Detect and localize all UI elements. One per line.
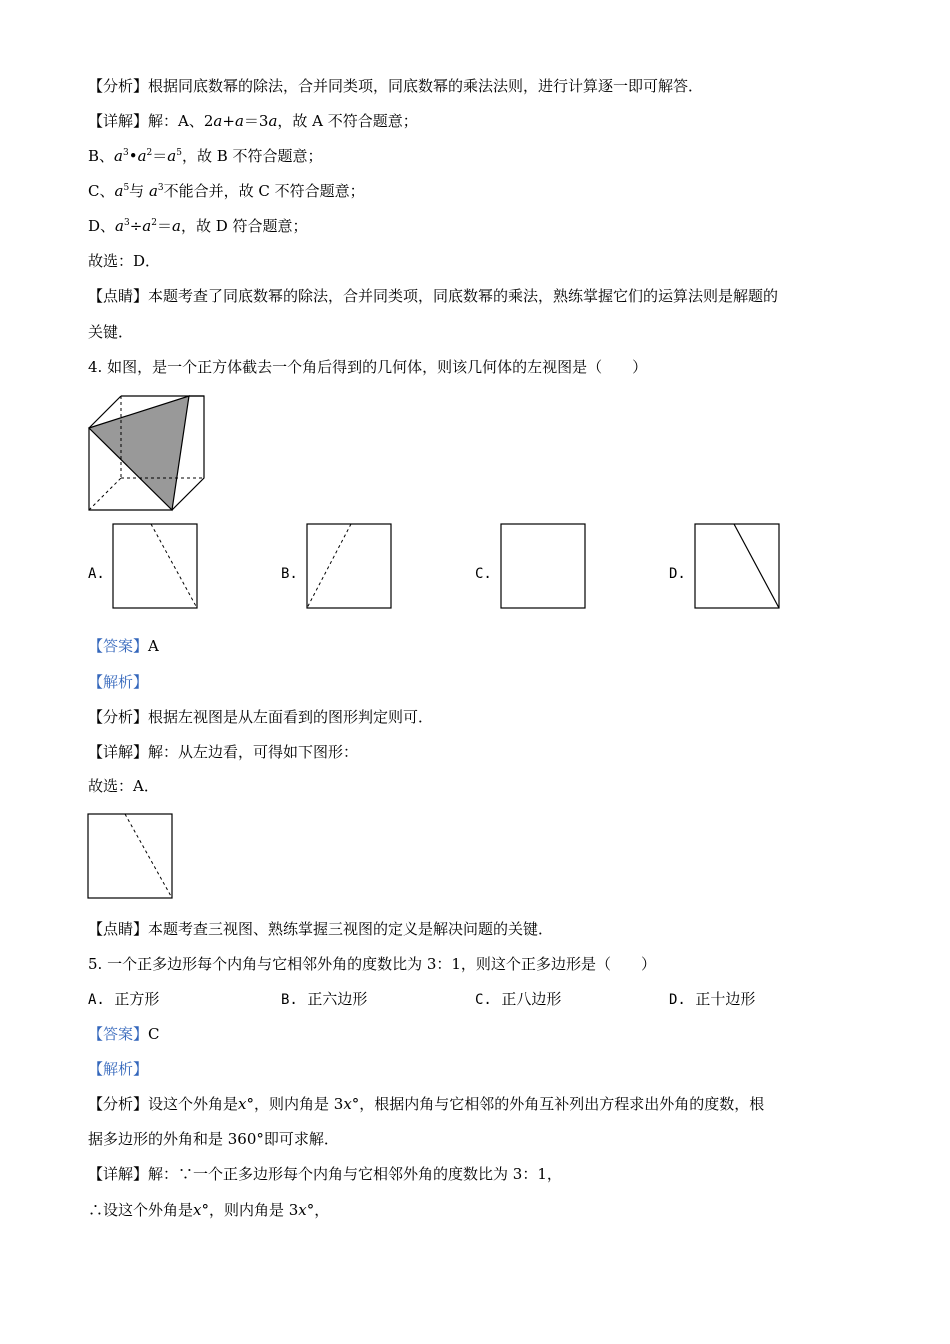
q5-option-c: C. 正八边形 (475, 990, 562, 1008)
q4-option-a-figure (112, 523, 198, 609)
q4-comment: 【点睛】本题考查三视图、熟练掌握三视图的定义是解决问题的关键． (88, 920, 554, 938)
q5-therefore: ∴设这个外角是x°，则内角是 3x°， (88, 1201, 330, 1219)
q4-option-b-label: B. (281, 566, 298, 582)
prev-detail-b: B、$a^3•a^2=a^5$，故 B 不符合题意； (88, 147, 323, 165)
prev-analysis: 【分析】根据同底数幂的除法，合并同类项，同底数幂的乘法法则，进行计算逐一即可解答． (88, 77, 704, 95)
q4-option-b-figure (306, 523, 392, 609)
q4-left-view-figure (87, 813, 174, 900)
q4-option-c-label: C. (475, 566, 492, 582)
q4-option-a-label: A. (88, 566, 105, 582)
q5-option-d: D. 正十边形 (669, 990, 756, 1008)
q5-analysis: 【分析】设这个外角是x°，则内角是 3x°，根据内角与它相邻的外角互补列出方程求出外角的度数，根 (88, 1095, 765, 1113)
q5-detail: 【详解】解：∵一个正多边形每个内角与它相邻外角的度数比为 3：1， (88, 1165, 562, 1183)
prev-comment-cont: 关键． (88, 323, 134, 341)
prev-comment: 【点睛】本题考查了同底数幂的除法，合并同类项，同底数幂的乘法，熟练掌握它们的运算法则是解题的 (88, 287, 779, 305)
q4-option-c-figure (500, 523, 586, 609)
q5-option-a: A. 正方形 (88, 990, 160, 1008)
q4-analysis-heading: 【解析】 (88, 673, 149, 691)
q4-option-d-figure (694, 523, 780, 609)
q4-analysis: 【分析】根据左视图是从左面看到的图形判定则可． (88, 708, 434, 726)
q5-option-b: B. 正六边形 (281, 990, 368, 1008)
q4-option-d-label: D. (669, 566, 686, 582)
q4-detail: 【详解】解：从左边看，可得如下图形： (88, 743, 359, 761)
prev-choose: 故选：D． (88, 252, 161, 270)
q5-analysis-heading: 【解析】 (88, 1060, 149, 1078)
prev-detail-c: C、$a^5$与 $a^3$不能合并，故 C 不符合题意； (88, 182, 365, 200)
q5-answer: 【答案】C (88, 1025, 160, 1043)
q5-stem: 5. 一个正多边形每个内角与它相邻外角的度数比为 3：1，则这个正多边形是（ ） (88, 955, 656, 973)
prev-detail-a: 【详解】解：A、2a+a＝3a，故 A 不符合题意； (88, 112, 418, 130)
q4-choose: 故选：A． (88, 777, 159, 795)
cube-figure (86, 390, 211, 515)
q4-answer: 【答案】A (88, 637, 159, 655)
prev-detail-d: D、$a^3\div a^2=a$，故 D 符合题意； (88, 217, 308, 235)
q5-analysis-cont: 据多边形的外角和是 360°即可求解． (88, 1130, 339, 1148)
q4-stem: 4. 如图，是一个正方体截去一个角后得到的几何体，则该几何体的左视图是（ ） (88, 358, 648, 376)
